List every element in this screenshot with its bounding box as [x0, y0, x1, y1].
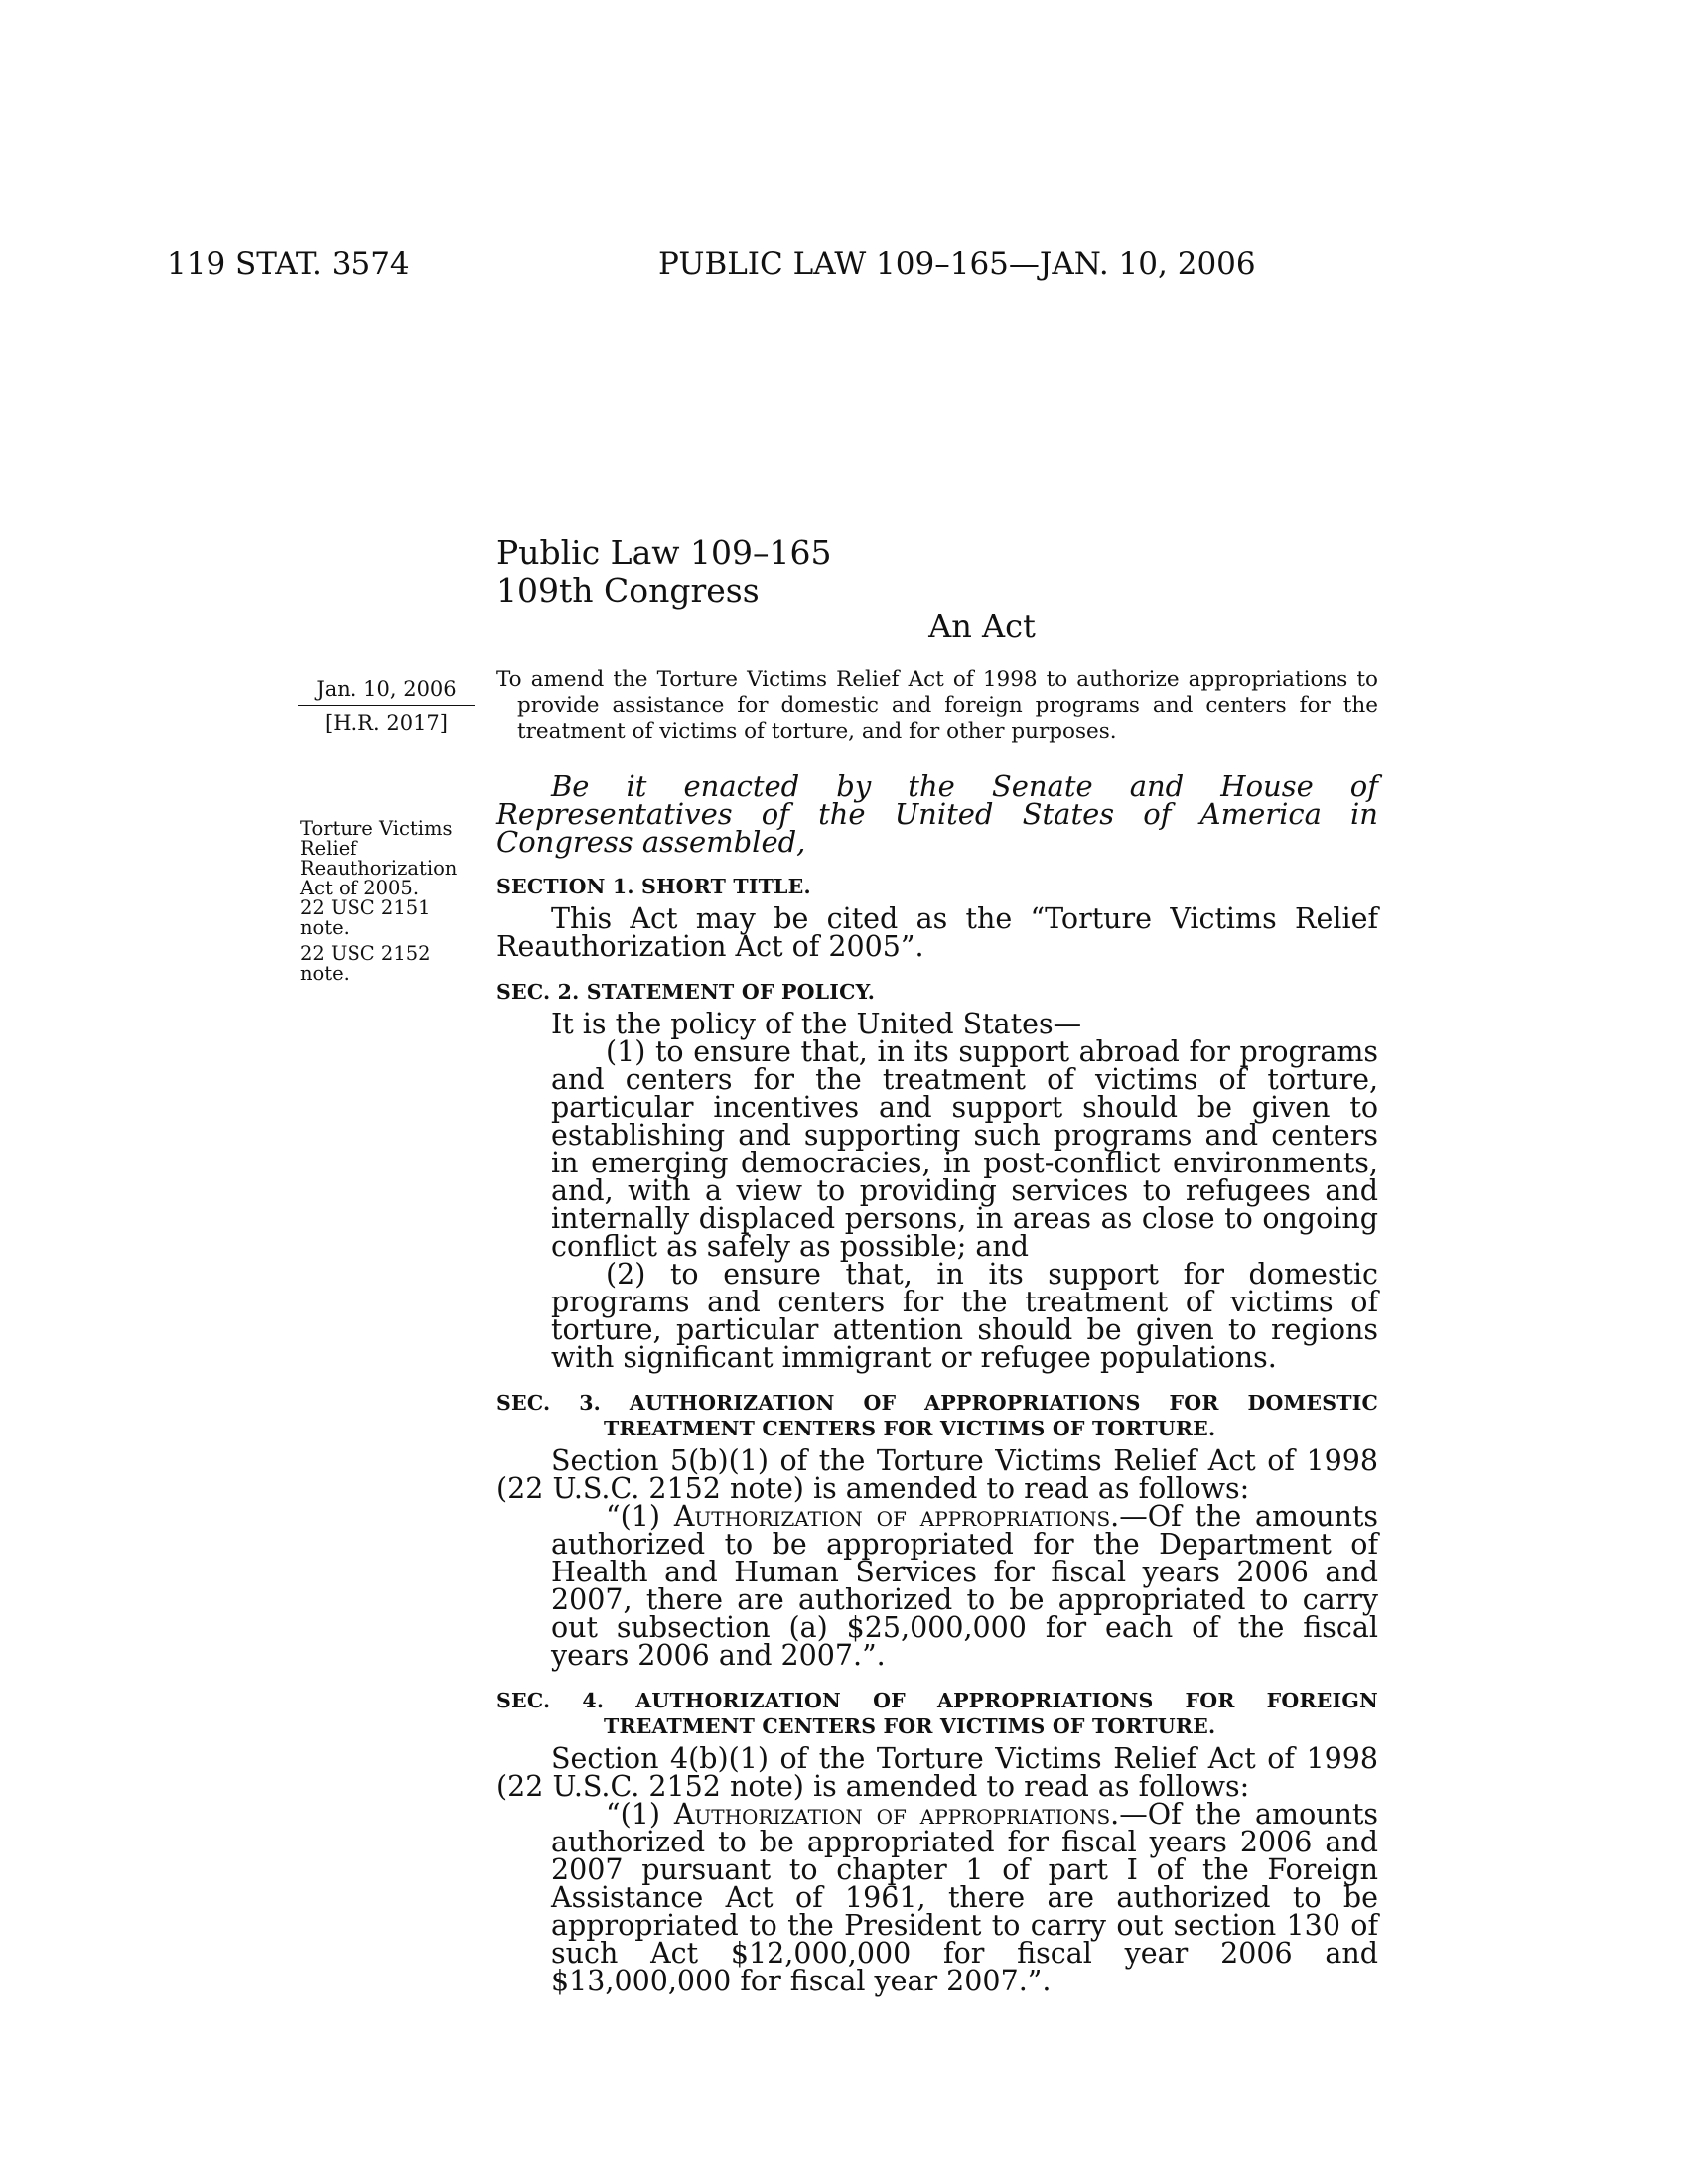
purpose-clause: To amend the Torture Victims Relief Act of 1998 to authorize appropriations to provide assistance for domestic and foreign programs and centers for the treatment of victims of torture, and for other purposes. — [496, 667, 1378, 744]
margin-note-short-title — [300, 819, 474, 938]
public-law-number: Public Law 109–165 — [496, 533, 832, 572]
statute-page: 119 STAT. 3574 — [167, 246, 410, 282]
quote-text: —Of the amounts authorized to be appropriated for fiscal years 2006 and 2007 pursuant to chapter 1 of part I of the Foreign Assistance Act of 1961, there are authorized to be appropriated to the President to carry out section 130 of such Act $12,000,000 for fiscal year 2006 and $13,000,000 for fiscal year 2007.”. — [551, 1798, 1379, 1997]
margin-date-note — [298, 676, 475, 736]
margin-note-line: Relief — [300, 837, 357, 860]
section-3-text: Section 5(b)(1) of the Torture Victims Relief Act of 1998 (22 U.S.C. 2152 note) is amended to read as follows: — [496, 1444, 1378, 1505]
enactment-date: Jan. 10, 2006 — [298, 676, 475, 706]
act-body — [496, 667, 1378, 1995]
quote-heading: Authorization of appropriations. — [673, 1500, 1120, 1533]
margin-note-line: 22 USC 2151 — [300, 896, 431, 919]
margin-note-line: note. — [300, 916, 350, 939]
section-2-heading: SEC. 2. STATEMENT OF POLICY. — [496, 980, 876, 1004]
margin-note-line: Reauthorization — [300, 857, 458, 880]
quote-text: —Of the amounts authorized to be appropriated for the Department of Health and Human Services for fiscal years 2006 and 2007, there are authorized to be appropriated to carry out subsection (a) $25,000,000 for each of the fiscal years 2006 and 2007.”. — [551, 1500, 1379, 1672]
section-4-text: Section 4(b)(1) of the Torture Victims Relief Act of 1998 (22 U.S.C. 2152 note) is amended to read as follows: — [496, 1742, 1378, 1803]
section-4-heading: SEC. 4. AUTHORIZATION OF APPROPRIATIONS FOR FOREIGN TREATMENT CENTERS FOR VICTIMS OF TORTURE. — [496, 1689, 1378, 1738]
section-2-paragraph-2: (2) to ensure that, in its support for domestic programs and centers for the treatment of victims of torture, particular attention should be given to regions with significant immigrant or refugee populations. — [551, 1258, 1378, 1374]
section-4-quoted-paragraph — [496, 1798, 1379, 1997]
section-1-text: This Act may be cited as the “Torture Victims Relief Reauthorization Act of 2005”. — [496, 902, 1378, 963]
enacting-clause: Be it enacted by the Senate and House of Representatives of the United States of America in Congress assembled, — [496, 769, 1378, 859]
margin-note-policy — [300, 944, 474, 984]
quote-lead: “(1) — [606, 1798, 674, 1831]
running-law-title: PUBLIC LAW 109–165—JAN. 10, 2006 — [658, 246, 1256, 282]
act-heading: An Act — [928, 608, 1036, 645]
margin-note-line: note. — [300, 962, 350, 985]
section-1-heading: SECTION 1. SHORT TITLE. — [496, 875, 811, 898]
law-title-block — [496, 534, 831, 610]
margin-note-line: Act of 2005. — [300, 877, 420, 899]
congress-number: 109th Congress — [496, 571, 760, 610]
section-2-intro: It is the policy of the United States— — [551, 1008, 1082, 1040]
quote-heading: Authorization of appropriations. — [673, 1798, 1120, 1831]
margin-note-line: Torture Victims — [300, 817, 453, 840]
section-3-quoted-paragraph — [496, 1500, 1379, 1672]
section-2-paragraph-1: (1) to ensure that, in its support abroad for programs and centers for the treatment of victims of torture, particular incentives and support should be given to establishing and supporting such programs and centers in emerging democracies, in post-conflict environments, and, with a view to providing services to refugees and internally displaced persons, in areas as close to ongoing conflict as safely as possible; and — [551, 1035, 1378, 1263]
bill-number: [H.R. 2017] — [325, 711, 448, 735]
quote-lead: “(1) — [606, 1500, 674, 1533]
section-3-heading: SEC. 3. AUTHORIZATION OF APPROPRIATIONS FOR DOMESTIC TREATMENT CENTERS FOR VICTIMS OF TORTURE. — [496, 1391, 1378, 1440]
margin-note-line: 22 USC 2152 — [300, 942, 431, 965]
